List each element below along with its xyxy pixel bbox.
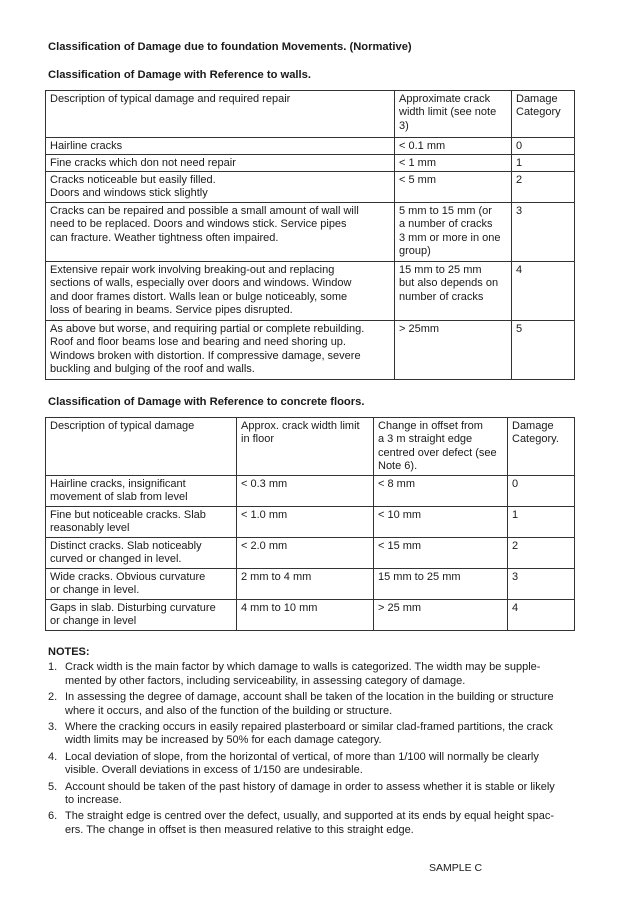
cell-line: Description of typical damage bbox=[50, 420, 195, 432]
cell-line: Cracks noticeable but easily filled. bbox=[50, 174, 216, 186]
cell-line: loss of bearing in beams. Service pipes disrupted. bbox=[50, 304, 293, 317]
table-row bbox=[46, 172, 575, 203]
table-row bbox=[46, 321, 575, 380]
table-row bbox=[46, 569, 575, 600]
cell-line: 5 mm to 15 mm (or bbox=[399, 205, 492, 217]
cell-line: Approx. crack width limit bbox=[241, 420, 360, 432]
table-row bbox=[46, 507, 575, 538]
table-cell bbox=[395, 203, 512, 262]
cell-line: 5 bbox=[516, 323, 523, 335]
cell-line: a number of cracks bbox=[399, 218, 493, 231]
cell-line: 0 bbox=[512, 478, 519, 490]
table-cell bbox=[237, 507, 374, 538]
cell-line: Extensive repair work involving breaking-out and replacing bbox=[50, 264, 335, 276]
table-cell bbox=[512, 138, 575, 155]
table-cell bbox=[374, 538, 508, 569]
cell-line: Category. bbox=[512, 433, 559, 446]
cell-line: 4 bbox=[516, 264, 523, 276]
note-line: mented by other factors, including serviceability, in assessing category of damage. bbox=[65, 674, 466, 687]
notes-list bbox=[48, 661, 596, 837]
cell-line: Fine but noticeable cracks. Slab bbox=[50, 509, 206, 521]
table-cell bbox=[508, 507, 575, 538]
cell-line: Damage bbox=[516, 93, 558, 105]
table-cell bbox=[395, 321, 512, 380]
cell-line: 15 mm to 25 mm bbox=[399, 264, 482, 276]
table-cell bbox=[46, 321, 395, 380]
cell-line: in floor bbox=[241, 433, 275, 446]
table-cell bbox=[508, 538, 575, 569]
table-row bbox=[46, 262, 575, 321]
walls-heading: Classification of Damage with Reference to walls. bbox=[48, 69, 311, 81]
floors-damage-table bbox=[45, 417, 575, 631]
cell-line: 3 mm or more in one bbox=[399, 231, 501, 244]
table-row bbox=[46, 138, 575, 155]
note-item bbox=[48, 661, 596, 688]
cell-line: Gaps in slab. Disturbing curvature bbox=[50, 602, 216, 614]
table-header-row bbox=[46, 418, 575, 476]
cell-line: < 0.3 mm bbox=[241, 478, 288, 490]
note-line: where it occurs, and also of the function of the building or structure. bbox=[65, 704, 393, 717]
table-cell bbox=[508, 569, 575, 600]
cell-line: 3 bbox=[516, 205, 523, 217]
cell-line: Description of typical damage and required repair bbox=[50, 93, 291, 105]
note-number: 5. bbox=[48, 780, 58, 793]
cell-line: Fine cracks which don not need repair bbox=[50, 157, 236, 169]
walls-damage-table bbox=[45, 90, 575, 380]
cell-line: Hairline cracks bbox=[50, 140, 123, 152]
table-cell bbox=[46, 155, 395, 172]
cell-line: Hairline cracks, insignificant bbox=[50, 478, 186, 490]
table-cell bbox=[512, 203, 575, 262]
table-cell bbox=[46, 507, 237, 538]
table-row bbox=[46, 538, 575, 569]
table-cell bbox=[512, 321, 575, 380]
cell-line: > 25 mm bbox=[378, 602, 422, 614]
note-line: Local deviation of slope, from the horizontal of vertical, of more than 1/100 will normally be clearly bbox=[65, 750, 539, 763]
note-number: 3. bbox=[48, 721, 58, 734]
cell-line: or change in level bbox=[50, 615, 137, 628]
header-cell bbox=[46, 91, 395, 138]
table-cell bbox=[46, 172, 395, 203]
cell-line: 0 bbox=[516, 140, 523, 152]
cell-line: buckling and bulging of the roof and walls. bbox=[50, 363, 255, 376]
cell-line: 2 bbox=[516, 174, 523, 186]
note-item bbox=[48, 781, 596, 808]
cell-line: a 3 m straight edge bbox=[378, 433, 473, 446]
cell-line: Damage bbox=[512, 420, 554, 432]
cell-line: can fracture. Weather tightness often impaired. bbox=[50, 231, 279, 244]
cell-line: sections of walls, especially over doors and windows. Window bbox=[50, 277, 352, 290]
note-item bbox=[48, 751, 596, 778]
table-row bbox=[46, 600, 575, 631]
cell-line: width limit (see note bbox=[399, 106, 497, 119]
cell-line: < 5 mm bbox=[399, 174, 436, 186]
cell-line: Approximate crack bbox=[399, 93, 491, 105]
cell-line: 3) bbox=[399, 119, 409, 132]
note-line: ers. The change in offset is then measured relative to this straight edge. bbox=[65, 823, 414, 836]
table-cell bbox=[512, 172, 575, 203]
notes-title: NOTES: bbox=[48, 646, 90, 658]
table-cell bbox=[374, 600, 508, 631]
table-cell bbox=[395, 138, 512, 155]
cell-line: 1 bbox=[516, 157, 523, 169]
note-item bbox=[48, 691, 596, 718]
header-cell bbox=[374, 418, 508, 476]
table-cell bbox=[237, 538, 374, 569]
note-item bbox=[48, 810, 596, 837]
table-cell bbox=[374, 507, 508, 538]
table-cell bbox=[46, 569, 237, 600]
note-line: Crack width is the main factor by which damage to walls is categorized. The width may be supple- bbox=[65, 661, 541, 674]
cell-line: Wide cracks. Obvious curvature bbox=[50, 571, 206, 583]
cell-line: 1 bbox=[512, 509, 519, 521]
cell-line: 15 mm to 25 mm bbox=[378, 571, 461, 583]
table-cell bbox=[374, 569, 508, 600]
table-row bbox=[46, 155, 575, 172]
main-title: Classification of Damage due to foundation Movements. (Normative) bbox=[48, 41, 412, 53]
cell-line: movement of slab from level bbox=[50, 491, 188, 504]
table-cell bbox=[46, 476, 237, 507]
table-cell bbox=[512, 262, 575, 321]
table-cell bbox=[508, 600, 575, 631]
cell-line: 4 mm to 10 mm bbox=[241, 602, 318, 614]
cell-line: Windows broken with distortion. If compressive damage, severe bbox=[50, 349, 361, 362]
cell-line: 4 bbox=[512, 602, 519, 614]
table-cell bbox=[46, 262, 395, 321]
note-number: 4. bbox=[48, 750, 58, 763]
header-cell bbox=[512, 91, 575, 138]
cell-line: Note 6). bbox=[378, 460, 418, 473]
cell-line: < 15 mm bbox=[378, 540, 422, 552]
table-cell bbox=[395, 155, 512, 172]
cell-line: 3 bbox=[512, 571, 519, 583]
note-number: 1. bbox=[48, 661, 58, 674]
note-line: The straight edge is centred over the defect, usually, and supported at its ends by equal height spac- bbox=[65, 810, 554, 823]
table-row bbox=[46, 476, 575, 507]
table-cell bbox=[46, 600, 237, 631]
table-cell bbox=[395, 262, 512, 321]
cell-line: < 1 mm bbox=[399, 157, 436, 169]
floors-heading: Classification of Damage with Reference to concrete floors. bbox=[48, 396, 365, 408]
note-line: to increase. bbox=[65, 794, 122, 807]
table-cell bbox=[512, 155, 575, 172]
cell-line: Change in offset from bbox=[378, 420, 483, 432]
table-cell bbox=[237, 569, 374, 600]
cell-line: or change in level. bbox=[50, 584, 140, 597]
table-header-row bbox=[46, 91, 575, 138]
note-line: visible. Overall deviations in excess of 1/150 are undesirable. bbox=[65, 764, 363, 777]
table-row bbox=[46, 203, 575, 262]
note-number: 2. bbox=[48, 691, 58, 704]
table-cell bbox=[237, 600, 374, 631]
cell-line: 2 bbox=[512, 540, 519, 552]
cell-line: number of cracks bbox=[399, 290, 484, 303]
cell-line: > 25mm bbox=[399, 323, 440, 335]
table-cell bbox=[46, 538, 237, 569]
note-number: 6. bbox=[48, 810, 58, 823]
cell-line: centred over defect (see bbox=[378, 446, 497, 459]
table-cell bbox=[374, 476, 508, 507]
header-cell bbox=[508, 418, 575, 476]
cell-line: < 10 mm bbox=[378, 509, 422, 521]
table-cell bbox=[237, 476, 374, 507]
cell-line: Roof and floor beams lose and bearing and need shoring up. bbox=[50, 336, 346, 349]
cell-line: group) bbox=[399, 245, 431, 258]
note-item bbox=[48, 721, 596, 748]
cell-line: reasonably level bbox=[50, 522, 130, 535]
cell-line: and door frames distort. Walls lean or bulge noticeably, some bbox=[50, 290, 348, 303]
note-line: Where the cracking occurs in easily repaired plasterboard or similar clad-framed partitions, the crack bbox=[65, 721, 553, 734]
table-cell bbox=[395, 172, 512, 203]
cell-line: 2 mm to 4 mm bbox=[241, 571, 312, 583]
cell-line: Category bbox=[516, 106, 561, 119]
cell-line: < 0.1 mm bbox=[399, 140, 446, 152]
cell-line: Doors and windows stick slightly bbox=[50, 187, 208, 200]
cell-line: but also depends on bbox=[399, 277, 499, 290]
table-cell bbox=[508, 476, 575, 507]
cell-line: < 1.0 mm bbox=[241, 509, 288, 521]
cell-line: < 8 mm bbox=[378, 478, 415, 490]
header-cell bbox=[237, 418, 374, 476]
table-cell bbox=[46, 138, 395, 155]
cell-line: curved or changed in level. bbox=[50, 553, 182, 566]
notes-section bbox=[48, 646, 596, 840]
header-cell bbox=[46, 418, 237, 476]
table-cell bbox=[46, 203, 395, 262]
note-line: Account should be taken of the past history of damage in order to assess whether it is stable or likely bbox=[65, 780, 555, 793]
cell-line: < 2.0 mm bbox=[241, 540, 288, 552]
note-line: In assessing the degree of damage, account shall be taken of the location in the building or structure bbox=[65, 691, 554, 704]
header-cell bbox=[395, 91, 512, 138]
cell-line: Cracks can be repaired and possible a small amount of wall will bbox=[50, 205, 359, 217]
footer-label: SAMPLE C bbox=[429, 862, 483, 874]
note-line: width limits may be increased by 50% for each damage category. bbox=[65, 734, 382, 747]
cell-line: As above but worse, and requiring partial or complete rebuilding. bbox=[50, 323, 365, 335]
cell-line: Distinct cracks. Slab noticeably bbox=[50, 540, 202, 552]
cell-line: need to be replaced. Doors and windows stick. Service pipes bbox=[50, 218, 347, 231]
